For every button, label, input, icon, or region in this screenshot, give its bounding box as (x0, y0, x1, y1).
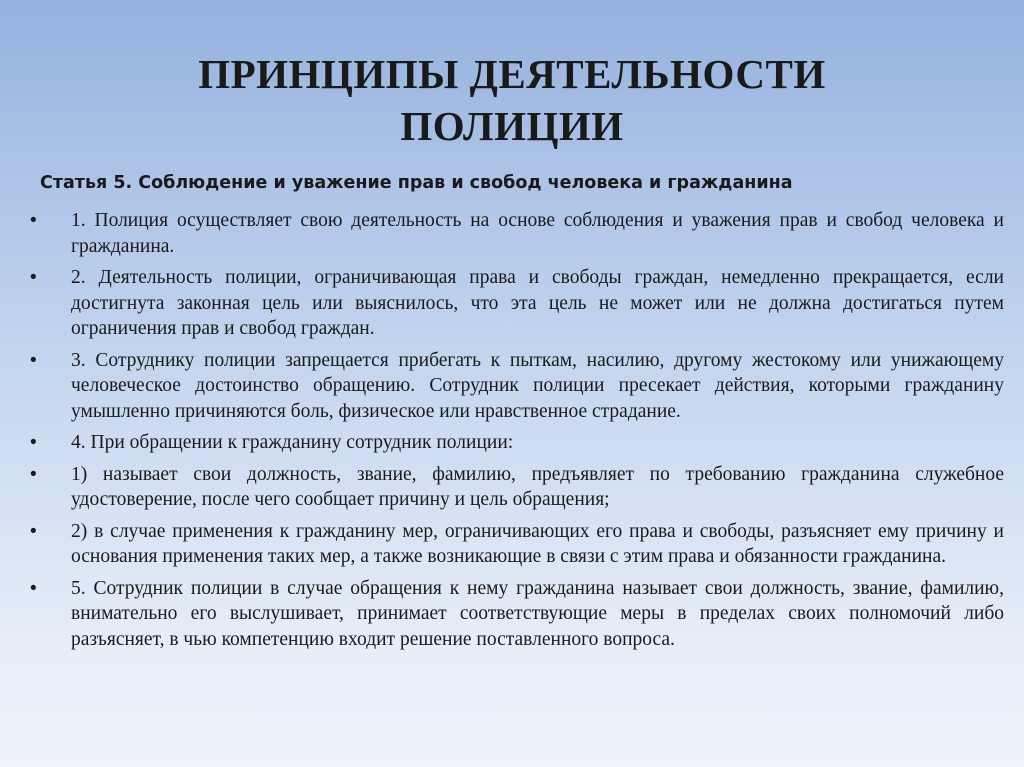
bullet-icon: • (30, 349, 37, 371)
slide-title (0, 48, 1024, 152)
list-item (30, 265, 1004, 342)
list-item (30, 208, 1004, 259)
item-text: 3. Сотруднику полиции запрещается прибегать к пыткам, насилию, другому жестокому или унижающему человеческое достоинство обращению. Сотрудник полиции пресекает действия, которыми гражданину умышленно причиняются боль, физическое или нравственное страдание. (71, 349, 1004, 422)
bullet-icon: • (30, 432, 37, 453)
bullet-icon: • (30, 267, 37, 288)
bullet-icon: • (30, 210, 37, 231)
item-text: 5. Сотрудник полиции в случае обращения к нему гражданина называет свои должность, звание, фамилию, внимательно его выслушивает, принимает соответствующие меры в пределах своих полномочий либо разъясняет, в чью компетенцию входит решение поставленного вопроса. (71, 577, 1004, 650)
article-points-list (30, 208, 1004, 658)
article-heading: Статья 5. Соблюдение и уважение прав и свобод человека и гражданина (40, 173, 793, 193)
bullet-icon: • (30, 463, 37, 485)
item-text: 4. При обращении к гражданину сотрудник полиции: (71, 432, 514, 453)
list-item (30, 348, 1004, 425)
list-item (30, 576, 1004, 653)
list-item (30, 519, 1004, 570)
title-line-1: ПРИНЦИПЫ ДЕЯТЕЛЬНОСТИ (198, 51, 826, 97)
list-item (30, 462, 1004, 513)
item-text: 1) называет свои должность, звание, фамилию, предъявляет по требованию гражданина служебное удостоверение, после чего сообщает причину и цель обращения; (71, 463, 1004, 510)
item-text: 2) в случае применения к гражданину мер, ограничивающих его права и свободы, разъясняет ему причину и основания применения таких мер, а также возникающие в связи с этим права и обязанности гражданина. (71, 520, 1004, 567)
item-text: 2. Деятельность полиции, ограничивающая права и свободы граждан, немедленно прекращается, если достигнута законная цель или выяснилось, что эта цель не может или не должна достигаться путем ограничения прав и свобод граждан. (71, 267, 1004, 339)
list-item (30, 430, 1004, 456)
bullet-icon: • (30, 577, 37, 599)
bullet-icon: • (30, 520, 37, 542)
item-text: 1. Полиция осуществляет свою деятельность на основе соблюдения и уважения прав и свобод человека и гражданина. (71, 210, 1004, 257)
title-line-2: ПОЛИЦИИ (400, 103, 624, 149)
